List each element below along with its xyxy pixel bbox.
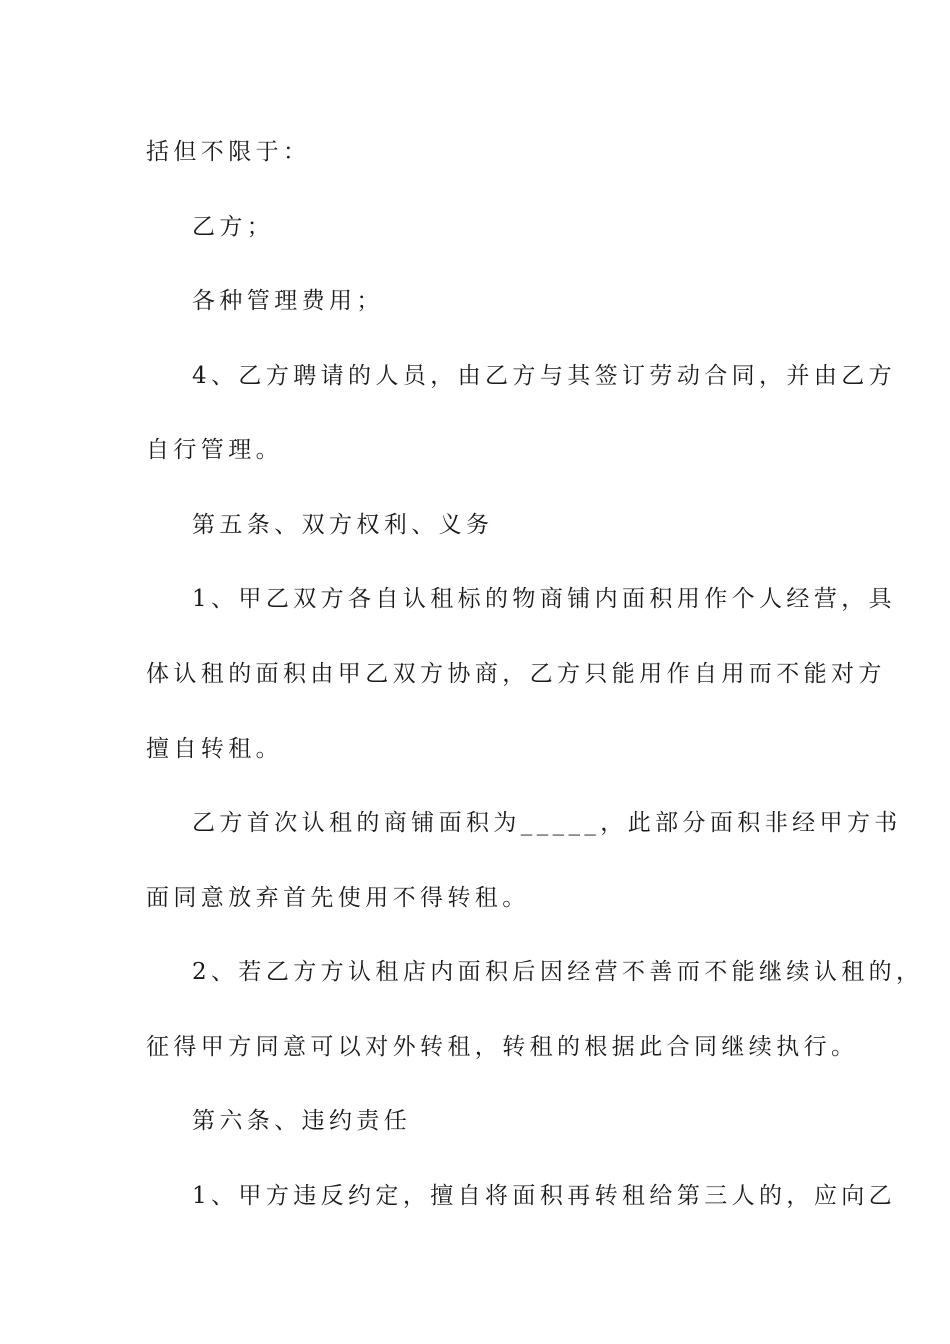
text-line: 括但不限于： [146, 139, 311, 165]
text-line: 自行管理。 [146, 437, 283, 463]
text-line: 面同意放弃首先使用不得转租。 [146, 885, 530, 911]
text-line: 1、甲乙双方各自认租标的物商铺内面积用作个人经营，具 [192, 586, 897, 612]
text-line: 1、甲方违反约定，擅自将面积再转租给第三人的，应向乙 [192, 1183, 897, 1209]
text-line: 各种管理费用； [192, 288, 384, 314]
text-line: 体认租的面积由甲乙双方协商，乙方只能用作自用而不能对方 [146, 661, 886, 687]
text-line: 擅自转租。 [146, 736, 283, 762]
text-line: 征得甲方同意可以对外转租，转租的根据此合同继续执行。 [146, 1034, 859, 1060]
section-heading: 第五条、双方权利、义务 [192, 512, 494, 538]
text-line: 2、若乙方方认租店内面积后因经营不善而不能继续认租的， [192, 959, 924, 985]
section-heading: 第六条、违约责任 [192, 1108, 412, 1134]
text-line: 乙方； [192, 214, 275, 240]
text-line: 乙方首次认租的商铺面积为_____，此部分面积非经甲方书 [192, 810, 902, 836]
text-line: 4、乙方聘请的人员，由乙方与其签订劳动合同，并由乙方 [192, 363, 897, 389]
